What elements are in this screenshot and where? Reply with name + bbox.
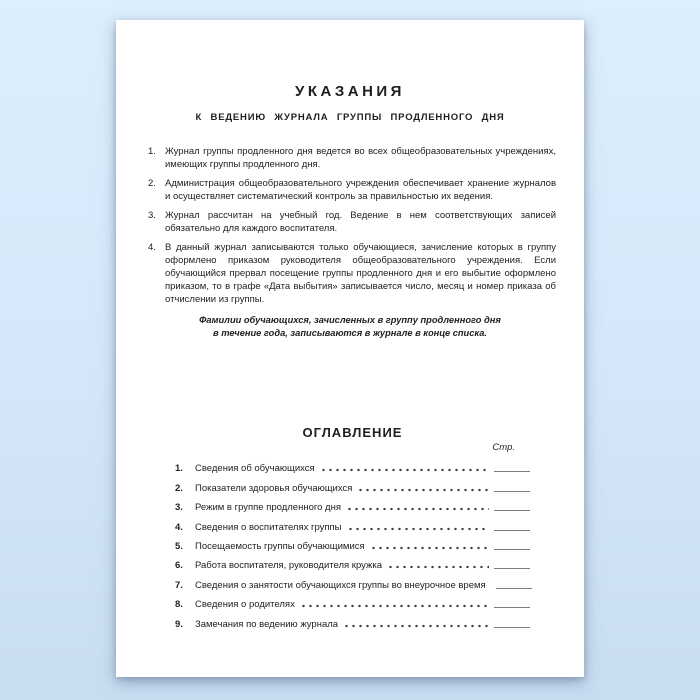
toc-row [175,591,530,610]
toc-item-label: Сведения о родителях [195,599,295,611]
dot-leader [370,546,489,550]
instruction-text: Журнал рассчитан на учебный год. Ведение в нем соответствующих записей обязательно для каждого воспитателя. [165,210,556,234]
document-page [116,20,584,677]
instruction-number: 2. [148,178,156,189]
toc-row [175,513,530,532]
toc-item-label: Работа воспитателя, руководителя кружка [195,560,382,572]
page-number-blank [494,530,530,531]
toc-heading: ОГЛАВЛЕНИЕ [302,425,403,440]
italic-note [116,314,584,340]
dot-leader [347,527,489,531]
instruction-number: 1. [148,146,156,157]
instruction-item [148,177,556,203]
toc-item-number: 2. [175,482,183,494]
page-number-blank [494,627,530,628]
toc-item-label: Показатели здоровья обучающихся [195,482,353,494]
toc-item-number: 9. [175,618,183,630]
toc-item-number: 3. [175,502,183,514]
dot-leader [343,624,489,628]
toc-item-label: Сведения о воспитателях группы [195,521,342,533]
toc-row [175,571,530,590]
page-number-blank [496,588,532,589]
page-number-blank [494,607,530,608]
dot-leader [346,507,489,511]
toc-item-number: 1. [175,463,183,475]
instruction-item [148,145,556,171]
toc-item-number: 6. [175,560,183,572]
italic-note-line: Фамилии обучающихся, зачисленных в группу продленного дня [199,315,501,325]
toc-item-number: 7. [175,579,183,591]
page-number-blank [494,510,530,511]
document-title: УКАЗАНИЯ [295,83,405,100]
toc-item-number: 4. [175,521,183,533]
document-subtitle: К ВЕДЕНИЮ ЖУРНАЛА ГРУППЫ ПРОДЛЕННОГО ДНЯ [195,112,505,123]
toc-row [175,474,530,493]
toc-row [175,533,530,552]
toc-row [175,494,530,513]
toc-item-label: Посещаемость группы обучающимися [195,540,365,552]
toc-item-label: Замечания по ведению журнала [195,618,339,630]
dot-leader [300,604,489,608]
page-number-blank [494,491,530,492]
instruction-text: Администрация общеобразовательного учреждения обеспечивает хранение журналов и осуществляет систематический контроль за правильностью их ведения. [165,178,556,202]
toc-item-label: Режим в группе продленного дня [195,502,341,514]
toc-item-number: 5. [175,540,183,552]
instruction-text: В данный журнал записываются только обучающиеся, зачисление которых в группу оформлено приказом руководителя общеобразовательного учреждения. Если обучающийся прервал посещение группы продленного дня и его выбытие оформлено приказом, то в графе «Дата выбытия» записывается число, месяц и номер приказа об отчислении из группы. [165,242,556,305]
italic-note-line: в течение года, записываются в журнале в конце списка. [213,328,487,338]
page-number-blank [494,568,530,569]
page-number-blank [494,471,530,472]
instruction-item [148,241,556,306]
toc-item-number: 8. [175,599,183,611]
instruction-item [148,209,556,235]
toc-page-column-label: Стр. [492,442,515,453]
instruction-number: 3. [148,210,156,221]
instruction-text: Журнал группы продленного дня ведется во всех общеобразовательных учреждениях, имеющих группы продленного дня. [165,146,556,170]
toc-item-label: Сведения о занятости обучающихся группы во внеурочное время [195,579,486,591]
toc-row [175,455,530,474]
dot-leader [357,488,489,492]
instruction-number: 4. [148,242,156,253]
page-number-blank [494,549,530,550]
toc-row [175,610,530,629]
dot-leader [320,468,489,472]
table-of-contents [175,425,530,630]
instructions-list [148,145,556,306]
toc-item-label: Сведения об обучающихся [195,463,315,475]
toc-rows [175,455,530,630]
toc-row [175,552,530,571]
dot-leader [387,565,489,569]
